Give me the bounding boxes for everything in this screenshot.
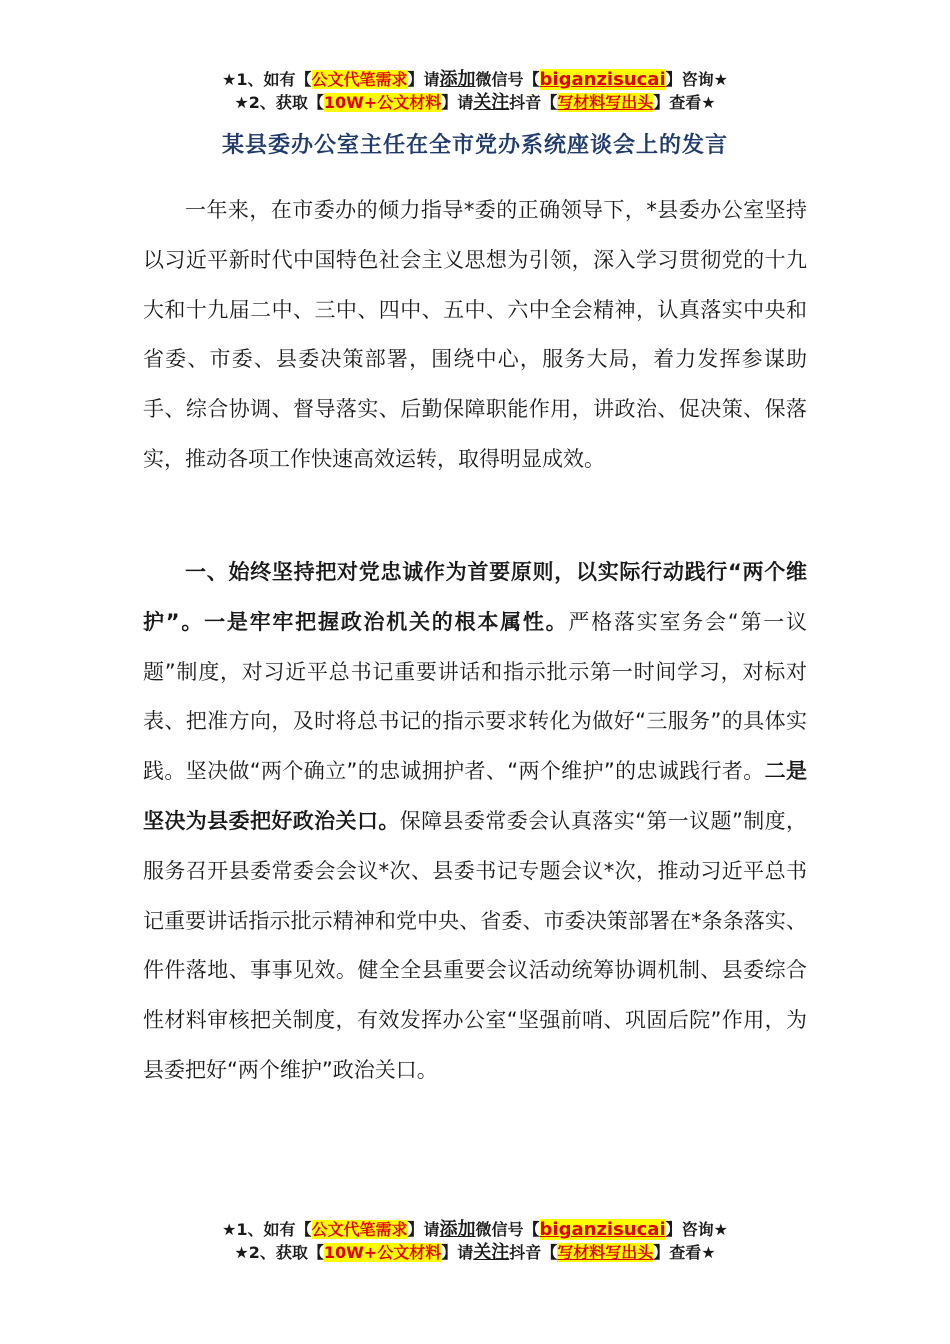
promo-text: 微信号【 [475,70,540,89]
promo-text: 】查看★ [653,1243,716,1262]
promo-text: 微信号【 [475,1220,540,1239]
promo-highlight: 公文代笔需求 [311,70,408,89]
promo-highlight: 10W+公文材料 [323,93,442,112]
promo-text: 】咨询★ [665,1220,728,1239]
promo-text: ★2、获取【 [234,1243,324,1262]
promo-text: 】请 [441,93,474,112]
promo-text: 】请 [441,1243,474,1262]
promo-emphasis: 添加 [439,69,476,90]
promo-douyin-id: 写材料写出头 [557,93,654,112]
paragraph-section-1 [143,548,807,1096]
subsection-heading: 一是牢牢把握政治机关的根本属性。 [204,609,569,634]
promo-text: 抖音【 [509,93,558,112]
promo-emphasis: 关注 [473,1242,510,1263]
promo-text: 】请 [407,1220,440,1239]
promo-line-2 [0,91,950,114]
promo-text: ★1、如有【 [222,70,312,89]
promo-wechat-id: biganzisucai [539,1219,666,1240]
promo-emphasis: 添加 [439,1219,476,1240]
promo-text: 】查看★ [653,93,716,112]
promo-text: 】咨询★ [665,70,728,89]
body-text: 严格落实室务会“第一议题”制度，对习近平总书记重要讲话和指示批示第一时间学习，对标对表、把准方向，及时将总书记的指示要求转化为做好“三服务”的具体实践。坚决做“两个确立”的忠诚拥护者、“两个维护”的忠诚践行者。 [143,609,807,784]
document-title: 某县委办公室主任在全市党办系统座谈会上的发言 [221,133,728,158]
promo-text: ★2、获取【 [234,93,324,112]
promo-banner-top [0,68,950,114]
promo-line-2 [0,1241,950,1264]
promo-text: ★1、如有【 [222,1220,312,1239]
promo-highlight: 公文代笔需求 [311,1220,408,1239]
promo-text: 】请 [407,70,440,89]
promo-emphasis: 关注 [473,92,510,113]
promo-wechat-id: biganzisucai [539,69,666,90]
promo-line-1 [0,1218,950,1241]
paragraph-text: 一年来，在市委办的倾力指导*委的正确领导下，*县委办公室坚持以习近平新时代中国特色社会主义思想为引领，深入学习贯彻党的十九大和十九届二中、三中、四中、五中、六中全会精神，认真落实中央和省委、市委、县委决策部署，围绕中心，服务大局，着力发挥参谋助手、综合协调、督导落实、后勤保障职能作用，讲政治、促决策、保落实，推动各项工作快速高效运转，取得明显成效。 [143,198,807,471]
promo-highlight: 10W+公文材料 [323,1243,442,1262]
promo-text: 抖音【 [509,1243,558,1262]
promo-line-1 [0,68,950,91]
promo-banner-bottom [0,1218,950,1264]
section-heading: 一、始终坚持把对党忠诚作为首要原则，以实际行动践行“两个维护”。 [143,560,807,634]
subsection-heading: 二是坚决为县委把好政治关口。 [143,759,807,833]
promo-douyin-id: 写材料写出头 [557,1243,654,1262]
paragraph-text [143,548,807,1096]
paragraph-intro [143,186,807,485]
body-text: 保障县委常委会认真落实“第一议题”制度，服务召开县委常委会会议*次、县委书记专题会议*次，推动习近平总书记重要讲话指示批示精神和党中央、省委、市委决策部署在*条条落实、件件落地、事事见效。健全全县重要会议活动统筹协调机制、县委综合性材料审核把关制度，有效发挥办公室“坚强前哨、巩固后院”作用，为县委把好“两个维护”政治关口。 [143,808,808,1082]
